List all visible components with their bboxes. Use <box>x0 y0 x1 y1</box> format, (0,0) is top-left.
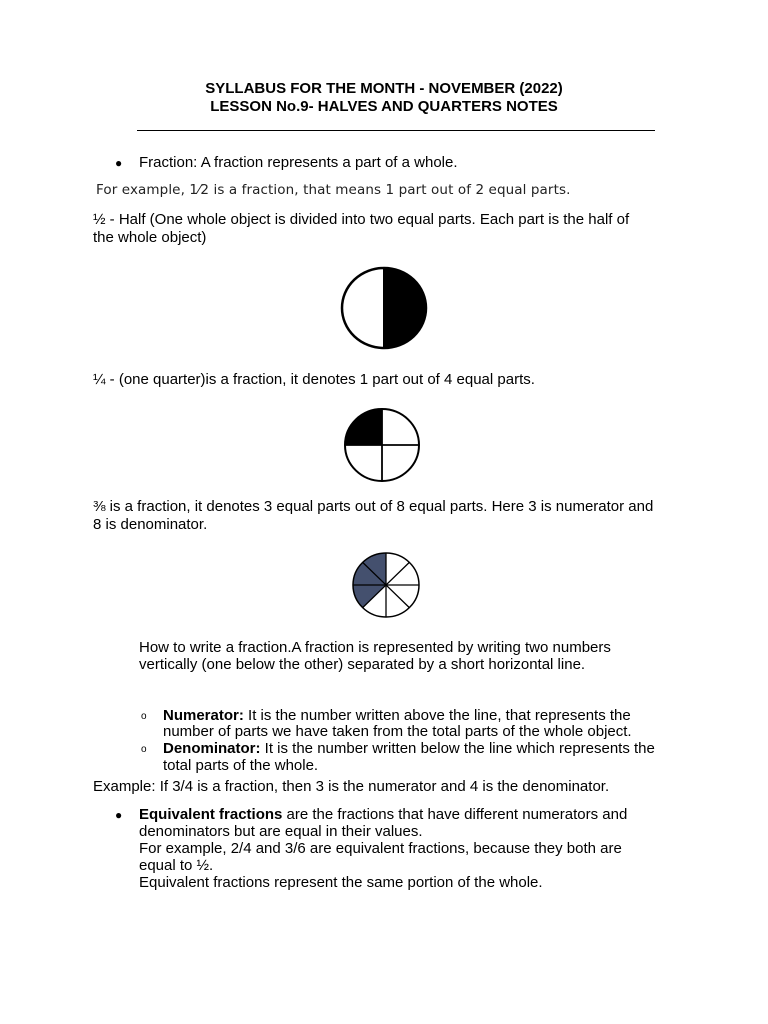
denominator-marker: o <box>141 744 147 755</box>
numerator-desc-1: It is the number written above the line, that represents the <box>243 707 631 724</box>
eighths-shaded-sector-1 <box>353 585 386 608</box>
denominator-line-1 <box>163 740 655 757</box>
equivalent-label: Equivalent fractions <box>139 806 283 823</box>
bullet-dot: ● <box>115 156 123 170</box>
equivalent-line-2: denominators but are equal in their values. <box>139 823 423 840</box>
equivalent-desc-1: are the fractions that have different numerators and <box>282 806 628 823</box>
half-shaded-part <box>384 268 426 348</box>
title-line-2: LESSON No.9- HALVES AND QUARTERS NOTES <box>210 98 558 115</box>
half-text-line-1: ½ - Half (One whole object is divided into two equal parts. Each part is the half of <box>93 211 630 228</box>
eighths-circle-diagram <box>351 552 423 620</box>
numerator-label: Numerator: <box>163 707 244 724</box>
numerator-marker: o <box>141 711 147 722</box>
example-fraction: Example: If 3/4 is a fraction, then 3 is the numerator and 4 is the denominator. <box>93 778 610 795</box>
numerator-line-2: number of parts we have taken from the total parts of the whole object. <box>163 723 632 740</box>
quarter-circle-diagram <box>343 407 423 483</box>
quarter-text: ¼ - (one quarter)is a fraction, it denotes 1 part out of 4 equal parts. <box>93 371 535 388</box>
equivalent-line-3: For example, 2/4 and 3/6 are equivalent fractions, because they both are <box>139 840 622 857</box>
denominator-desc-1: It is the number written below the line which represents the <box>260 740 655 757</box>
half-circle-diagram <box>340 266 430 350</box>
how-to-line-1: How to write a fraction.A fraction is represented by writing two numbers <box>139 639 611 656</box>
fraction-example: For example, 1⁄2 is a fraction, that means 1 part out of 2 equal parts. <box>96 182 571 198</box>
bullet-dot-2: ● <box>115 808 123 822</box>
numerator-line-1 <box>163 707 631 724</box>
equivalent-line-4: equal to ½. <box>139 857 214 874</box>
equivalent-line-5: Equivalent fractions represent the same portion of the whole. <box>139 874 543 891</box>
fraction-definition: Fraction: A fraction represents a part of a whole. <box>139 154 458 171</box>
how-to-line-2: vertically (one below the other) separated by a short horizontal line. <box>139 656 586 673</box>
half-text-line-2: the whole object) <box>93 229 207 246</box>
title-line-1: SYLLABUS FOR THE MONTH - NOVEMBER (2022) <box>205 80 563 97</box>
eighths-text-line-1: ⅜ is a fraction, it denotes 3 equal parts out of 8 equal parts. Here 3 is numerator and <box>93 498 654 515</box>
denominator-label: Denominator: <box>163 740 261 757</box>
equivalent-line-1 <box>139 806 627 823</box>
eighths-text-line-2: 8 is denominator. <box>93 516 208 533</box>
title-underline <box>137 130 655 131</box>
denominator-line-2: total parts of the whole. <box>163 757 319 774</box>
